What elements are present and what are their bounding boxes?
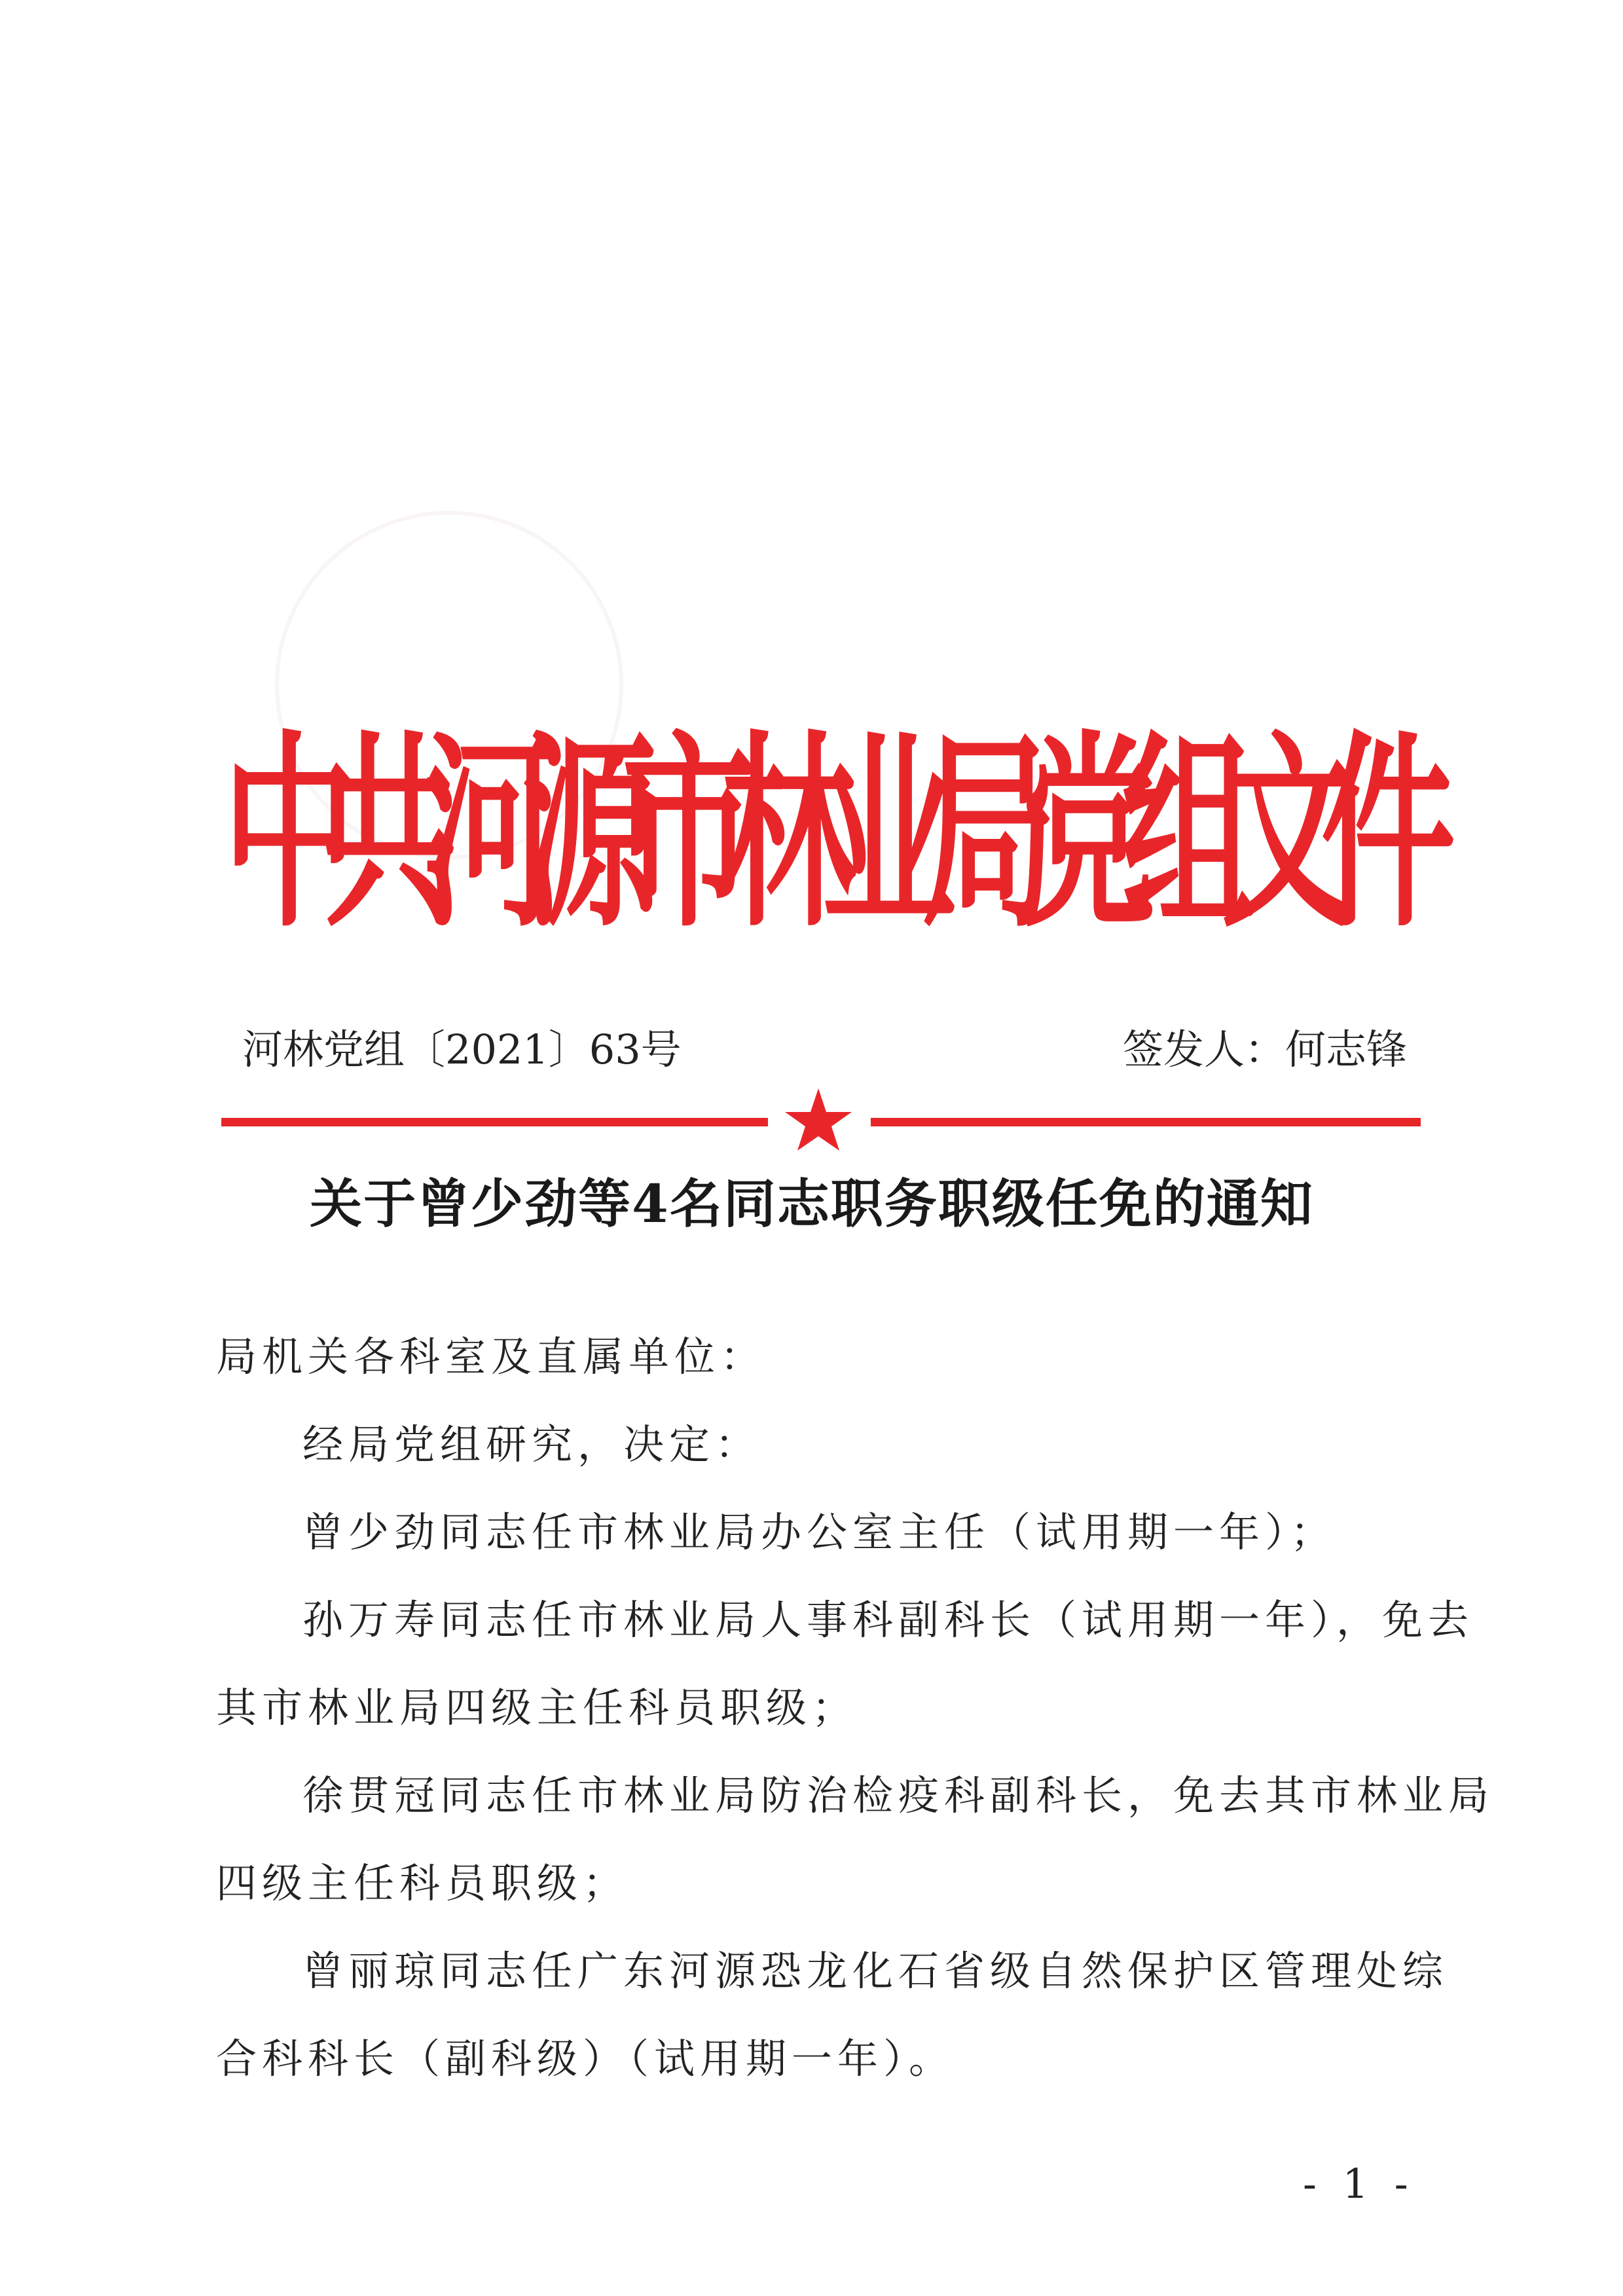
body-line: 孙万寿同志任市林业局人事科副科长（试用期一年），免去	[302, 1596, 1474, 1644]
notice-title: 关于曾少劲等4名同志职务职级任免的通知	[310, 1173, 1314, 1234]
body-line: 徐贯冠同志任市林业局防治检疫科副科长，免去其市林业局	[302, 1771, 1495, 1819]
header-char: 组	[1121, 713, 1256, 955]
header-char: 林	[721, 713, 856, 955]
red-separator-right	[871, 1118, 1421, 1126]
notice-body	[216, 1313, 1495, 2103]
document-number: 河林党组〔2021〕63号	[242, 1026, 682, 1073]
salutation-line: 局机关各科室及直属单位：	[216, 1333, 767, 1380]
header-char: 业	[822, 713, 957, 955]
header-char: 文	[1221, 713, 1356, 955]
body-line: 其市林业局四级主任科员职级；	[216, 1684, 858, 1731]
document-header-title	[223, 667, 1455, 1003]
red-separator-left	[221, 1118, 768, 1126]
header-char: 中	[223, 713, 357, 955]
header-char: 共	[322, 713, 457, 955]
page-number: - 1 -	[1303, 2160, 1415, 2208]
body-line: 四级主任科员职级；	[216, 1859, 629, 1907]
body-line: 经局党组研究，决定：	[302, 1420, 761, 1468]
star-icon	[782, 1087, 854, 1153]
header-char: 源	[522, 713, 657, 955]
header-char: 河	[422, 713, 557, 955]
issuer-signatory: 签发人：何志锋	[1122, 1026, 1407, 1073]
header-char: 件	[1321, 713, 1455, 955]
header-char: 局	[921, 713, 1056, 955]
body-line: 合科科长（副科级）（试用期一年）。	[216, 2035, 955, 2083]
header-char: 党	[1021, 713, 1156, 955]
header-char: 市	[622, 713, 757, 955]
body-line: 曾丽琼同志任广东河源恐龙化石省级自然保护区管理处综	[302, 1947, 1449, 1995]
body-line: 曾少劲同志任市林业局办公室主任（试用期一年）；	[302, 1508, 1337, 1556]
